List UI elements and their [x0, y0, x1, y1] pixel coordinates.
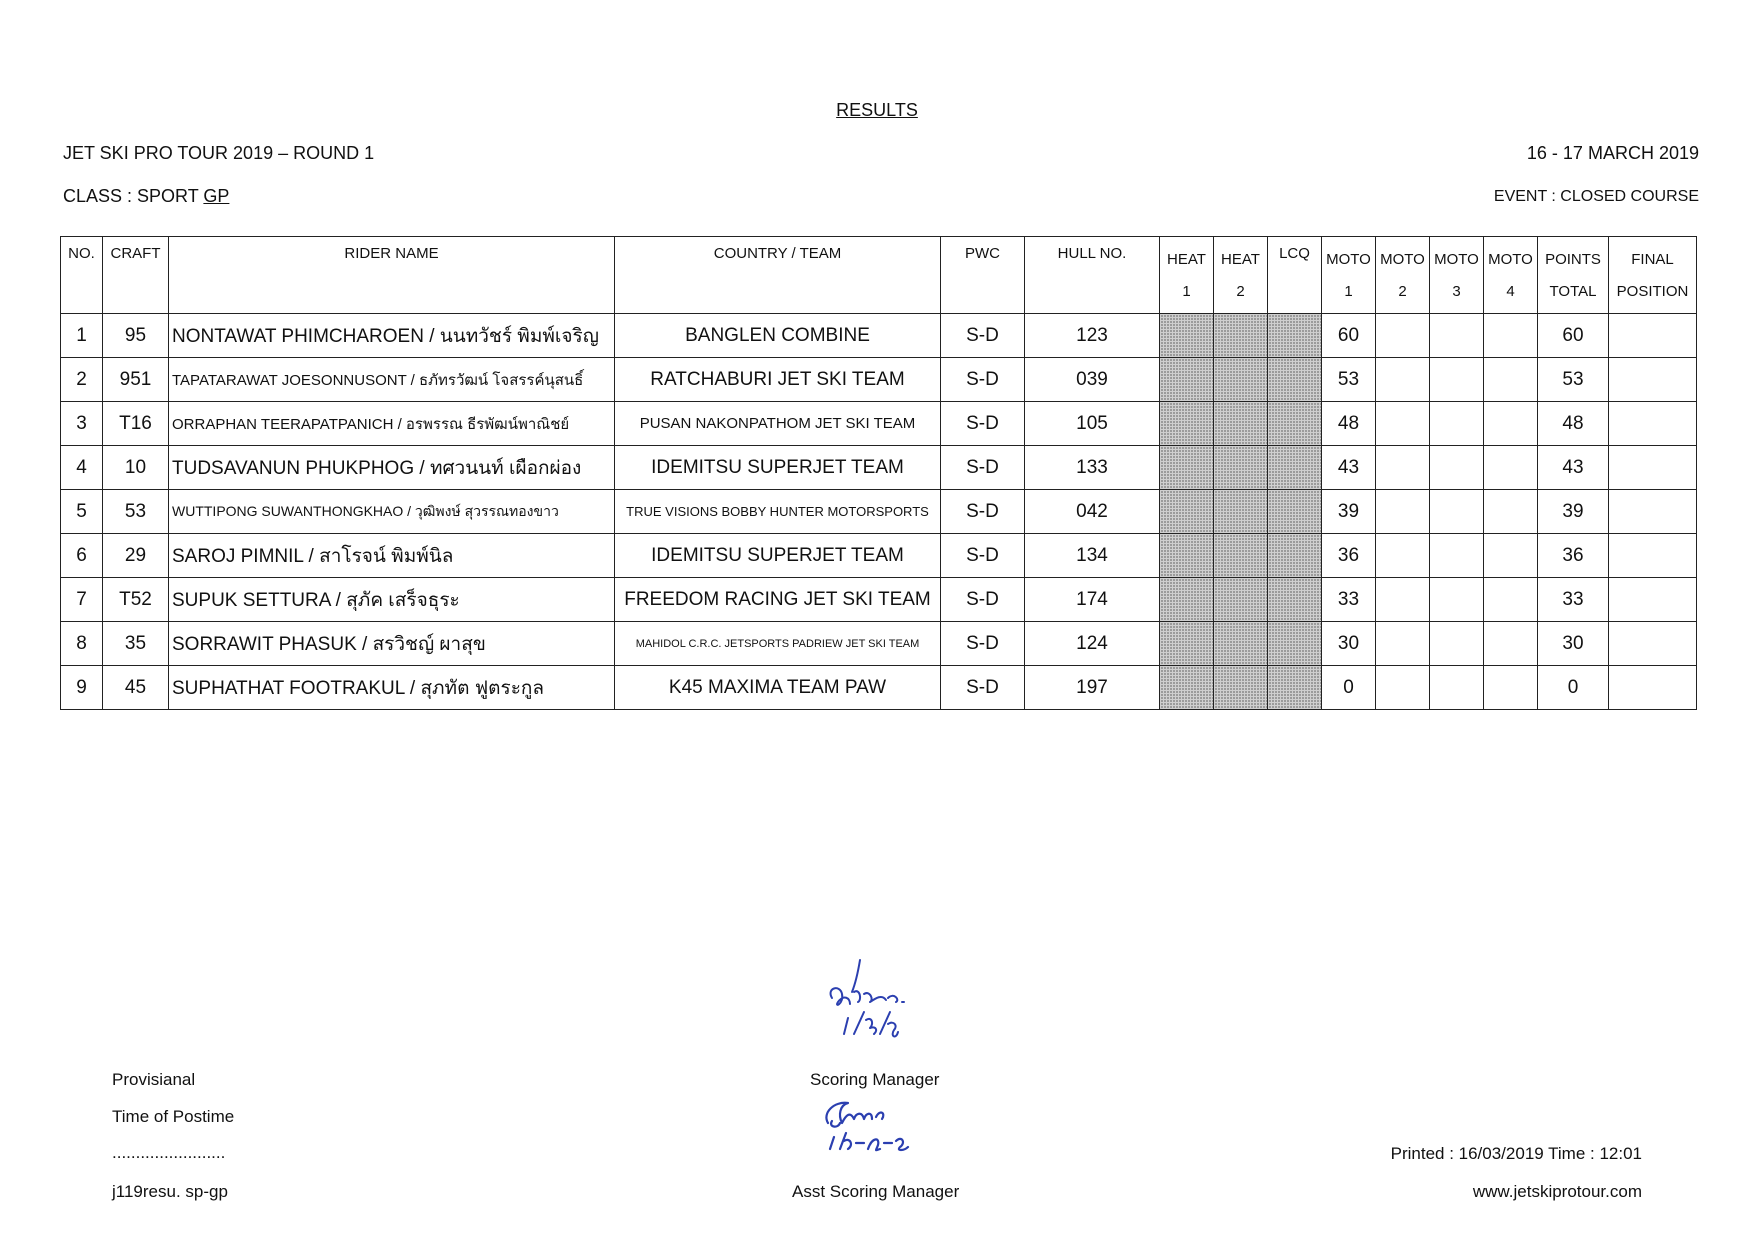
cell-pwc: S-D: [941, 314, 1025, 358]
cell-heat2: [1214, 446, 1268, 490]
cell-craft: T52: [103, 578, 169, 622]
cell-no: 9: [61, 666, 103, 710]
cell-moto1: 36: [1322, 534, 1376, 578]
cell-moto4: [1484, 534, 1538, 578]
column-header: [615, 237, 941, 314]
column-header: [1322, 237, 1376, 314]
cell-moto2: [1376, 666, 1430, 710]
cell-moto3: [1430, 622, 1484, 666]
column-header-line2: POSITION: [1616, 282, 1689, 300]
table-row: [61, 358, 1697, 402]
cell-pwc: S-D: [941, 534, 1025, 578]
column-header-line1: HEAT: [1221, 250, 1260, 268]
cell-lcq: [1268, 402, 1322, 446]
table-row: [61, 578, 1697, 622]
cell-heat1: [1160, 578, 1214, 622]
cell-moto3: [1430, 446, 1484, 490]
cell-moto1: 33: [1322, 578, 1376, 622]
cell-rider: NONTAWAT PHIMCHAROEN / นนทวัชร์ พิมพ์เจริญ: [169, 314, 615, 358]
cell-moto2: [1376, 314, 1430, 358]
cell-heat2: [1214, 534, 1268, 578]
cell-moto3: [1430, 490, 1484, 534]
cell-moto4: [1484, 490, 1538, 534]
cell-no: 8: [61, 622, 103, 666]
column-header-line1: MOTO: [1488, 250, 1533, 268]
column-header-line1: CRAFT: [110, 245, 161, 262]
cell-moto3: [1430, 402, 1484, 446]
cell-heat2: [1214, 666, 1268, 710]
cell-team: IDEMITSU SUPERJET TEAM: [615, 446, 941, 490]
cell-heat1: [1160, 622, 1214, 666]
column-header: [1538, 237, 1609, 314]
results-table: [60, 236, 1697, 710]
column-header-line1: MOTO: [1434, 250, 1479, 268]
cell-hull: 133: [1025, 446, 1160, 490]
cell-moto2: [1376, 402, 1430, 446]
cell-moto4: [1484, 358, 1538, 402]
cell-moto3: [1430, 358, 1484, 402]
cell-craft: 951: [103, 358, 169, 402]
cell-heat2: [1214, 402, 1268, 446]
cell-team: FREEDOM RACING JET SKI TEAM: [615, 578, 941, 622]
cell-final-position: [1609, 534, 1697, 578]
table-row: [61, 622, 1697, 666]
column-header-line1: LCQ: [1279, 245, 1310, 262]
cell-moto3: [1430, 534, 1484, 578]
cell-moto1: 0: [1322, 666, 1376, 710]
postime-dots: ........................: [112, 1143, 226, 1162]
cell-points-total: 0: [1538, 666, 1609, 710]
cell-moto2: [1376, 358, 1430, 402]
cell-hull: 123: [1025, 314, 1160, 358]
cell-lcq: [1268, 490, 1322, 534]
table-row: [61, 314, 1697, 358]
cell-lcq: [1268, 578, 1322, 622]
cell-moto2: [1376, 578, 1430, 622]
column-header: [1376, 237, 1430, 314]
cell-moto4: [1484, 622, 1538, 666]
cell-lcq: [1268, 446, 1322, 490]
asst-scoring-manager-signature: [820, 1093, 930, 1163]
cell-final-position: [1609, 622, 1697, 666]
cell-heat1: [1160, 446, 1214, 490]
class-suffix: GP: [203, 186, 230, 206]
cell-moto1: 53: [1322, 358, 1376, 402]
asst-scoring-manager-label: Asst Scoring Manager: [792, 1182, 960, 1201]
cell-rider: SAROJ PIMNIL / สาโรจน์ พิมพ์นิล: [169, 534, 615, 578]
cell-team: TRUE VISIONS BOBBY HUNTER MOTORSPORTS: [615, 490, 941, 534]
event-type: EVENT : CLOSED COURSE: [1493, 188, 1699, 205]
cell-hull: 105: [1025, 402, 1160, 446]
scoring-manager-signature: [820, 958, 930, 1063]
cell-pwc: S-D: [941, 446, 1025, 490]
cell-no: 2: [61, 358, 103, 402]
cell-rider: TAPATARAWAT JOESONNUSONT / ธภัทรวัฒน์ โจสรรค์นุสนธิ์: [169, 358, 615, 402]
column-header-line1: NO.: [68, 245, 95, 262]
cell-rider: TUDSAVANUN PHUKPHOG / ทศวนนท์ เผือกผ่อง: [169, 446, 615, 490]
column-header: [941, 237, 1025, 314]
column-header: [1609, 237, 1697, 314]
cell-lcq: [1268, 358, 1322, 402]
column-header: [1268, 237, 1322, 314]
cell-final-position: [1609, 666, 1697, 710]
event-name: JET SKI PRO TOUR 2019 – ROUND 1: [63, 143, 375, 163]
cell-craft: T16: [103, 402, 169, 446]
cell-rider: SORRAWIT PHASUK / สรวิชญ์ ผาสุข: [169, 622, 615, 666]
column-header-line1: FINAL: [1631, 250, 1674, 268]
column-header-line2: TOTAL: [1549, 282, 1597, 300]
cell-team: IDEMITSU SUPERJET TEAM: [615, 534, 941, 578]
cell-moto1: 48: [1322, 402, 1376, 446]
column-header-line2: 4: [1506, 282, 1515, 300]
cell-heat1: [1160, 534, 1214, 578]
cell-no: 1: [61, 314, 103, 358]
column-header: [1025, 237, 1160, 314]
column-header-line2: 2: [1398, 282, 1407, 300]
cell-moto2: [1376, 490, 1430, 534]
cell-final-position: [1609, 402, 1697, 446]
cell-no: 6: [61, 534, 103, 578]
cell-final-position: [1609, 314, 1697, 358]
cell-heat1: [1160, 314, 1214, 358]
website-url: www.jetskiprotour.com: [1472, 1182, 1642, 1201]
cell-lcq: [1268, 534, 1322, 578]
cell-pwc: S-D: [941, 490, 1025, 534]
page-title: RESULTS: [836, 100, 918, 120]
cell-moto4: [1484, 446, 1538, 490]
column-header-line2: 2: [1236, 282, 1245, 300]
cell-no: 5: [61, 490, 103, 534]
cell-rider: SUPUK SETTURA / สุภัค เสร็จธุระ: [169, 578, 615, 622]
column-header: [61, 237, 103, 314]
cell-pwc: S-D: [941, 622, 1025, 666]
class-label: [63, 186, 229, 207]
cell-hull: 174: [1025, 578, 1160, 622]
column-header: [1214, 237, 1268, 314]
cell-points-total: 39: [1538, 490, 1609, 534]
cell-craft: 95: [103, 314, 169, 358]
cell-points-total: 53: [1538, 358, 1609, 402]
cell-moto2: [1376, 534, 1430, 578]
cell-heat1: [1160, 402, 1214, 446]
cell-moto2: [1376, 622, 1430, 666]
cell-heat2: [1214, 314, 1268, 358]
table-row: [61, 446, 1697, 490]
cell-hull: 197: [1025, 666, 1160, 710]
cell-points-total: 30: [1538, 622, 1609, 666]
cell-team: K45 MAXIMA TEAM PAW: [615, 666, 941, 710]
cell-team: BANGLEN COMBINE: [615, 314, 941, 358]
cell-final-position: [1609, 358, 1697, 402]
cell-moto3: [1430, 666, 1484, 710]
cell-points-total: 43: [1538, 446, 1609, 490]
column-header-line1: HULL NO.: [1057, 245, 1127, 262]
cell-pwc: S-D: [941, 666, 1025, 710]
cell-team: PUSAN NAKONPATHOM JET SKI TEAM: [615, 402, 941, 446]
cell-points-total: 60: [1538, 314, 1609, 358]
cell-heat1: [1160, 358, 1214, 402]
cell-rider: SUPHATHAT FOOTRAKUL / สุภทัต ฟูตระกูล: [169, 666, 615, 710]
column-header: [169, 237, 615, 314]
cell-pwc: S-D: [941, 402, 1025, 446]
cell-craft: 53: [103, 490, 169, 534]
column-header-line1: PWC: [965, 245, 1000, 262]
cell-moto3: [1430, 578, 1484, 622]
cell-hull: 124: [1025, 622, 1160, 666]
cell-points-total: 48: [1538, 402, 1609, 446]
column-header-line1: COUNTRY / TEAM: [713, 245, 842, 262]
cell-moto4: [1484, 402, 1538, 446]
cell-pwc: S-D: [941, 578, 1025, 622]
column-header: [1484, 237, 1538, 314]
document-reference: j119resu. sp-gp: [112, 1182, 228, 1201]
cell-moto2: [1376, 446, 1430, 490]
cell-craft: 29: [103, 534, 169, 578]
scoring-manager-label: Scoring Manager: [810, 1070, 940, 1089]
cell-hull: 039: [1025, 358, 1160, 402]
cell-moto1: 30: [1322, 622, 1376, 666]
cell-craft: 35: [103, 622, 169, 666]
cell-rider: WUTTIPONG SUWANTHONGKHAO / วุฒิพงษ์ สุวรรณทองขาว: [169, 490, 615, 534]
cell-moto4: [1484, 666, 1538, 710]
cell-lcq: [1268, 666, 1322, 710]
cell-heat1: [1160, 666, 1214, 710]
cell-moto1: 43: [1322, 446, 1376, 490]
column-header-line1: POINTS: [1545, 250, 1601, 268]
column-header-line1: MOTO: [1326, 250, 1371, 268]
class-prefix: CLASS : SPORT: [63, 186, 204, 206]
column-header: [1430, 237, 1484, 314]
cell-final-position: [1609, 578, 1697, 622]
column-header-line1: RIDER NAME: [344, 245, 439, 262]
cell-points-total: 36: [1538, 534, 1609, 578]
table-row: [61, 666, 1697, 710]
column-header: [103, 237, 169, 314]
cell-final-position: [1609, 490, 1697, 534]
cell-craft: 45: [103, 666, 169, 710]
provisional-label: Provisianal: [112, 1070, 196, 1089]
cell-heat2: [1214, 490, 1268, 534]
column-header-line2: 1: [1344, 282, 1353, 300]
table-row: [61, 402, 1697, 446]
column-header-line2: 1: [1182, 282, 1191, 300]
cell-lcq: [1268, 622, 1322, 666]
column-header-line2: 3: [1452, 282, 1461, 300]
cell-hull: 134: [1025, 534, 1160, 578]
cell-team: RATCHABURI JET SKI TEAM: [615, 358, 941, 402]
cell-no: 7: [61, 578, 103, 622]
cell-lcq: [1268, 314, 1322, 358]
cell-moto1: 39: [1322, 490, 1376, 534]
cell-moto4: [1484, 314, 1538, 358]
printed-timestamp: Printed : 16/03/2019 Time : 12:01: [1390, 1144, 1642, 1163]
cell-moto4: [1484, 578, 1538, 622]
cell-pwc: S-D: [941, 358, 1025, 402]
column-header: [1160, 237, 1214, 314]
cell-heat2: [1214, 622, 1268, 666]
cell-moto1: 60: [1322, 314, 1376, 358]
cell-no: 3: [61, 402, 103, 446]
cell-rider: ORRAPHAN TEERAPATPANICH / อรพรรณ ธีรพัฒน์พาณิชย์: [169, 402, 615, 446]
cell-points-total: 33: [1538, 578, 1609, 622]
cell-final-position: [1609, 446, 1697, 490]
cell-team: MAHIDOL C.R.C. JETSPORTS PADRIEW JET SKI TEAM: [615, 622, 941, 666]
table-row: [61, 534, 1697, 578]
cell-no: 4: [61, 446, 103, 490]
cell-heat2: [1214, 578, 1268, 622]
cell-moto3: [1430, 314, 1484, 358]
column-header-line1: HEAT: [1167, 250, 1206, 268]
cell-heat2: [1214, 358, 1268, 402]
cell-heat1: [1160, 490, 1214, 534]
event-date: 16 - 17 MARCH 2019: [1526, 143, 1699, 163]
cell-craft: 10: [103, 446, 169, 490]
cell-hull: 042: [1025, 490, 1160, 534]
column-header-line1: MOTO: [1380, 250, 1425, 268]
table-row: [61, 490, 1697, 534]
table-header-row: [61, 237, 1697, 314]
postime-label: Time of Postime: [112, 1107, 235, 1126]
